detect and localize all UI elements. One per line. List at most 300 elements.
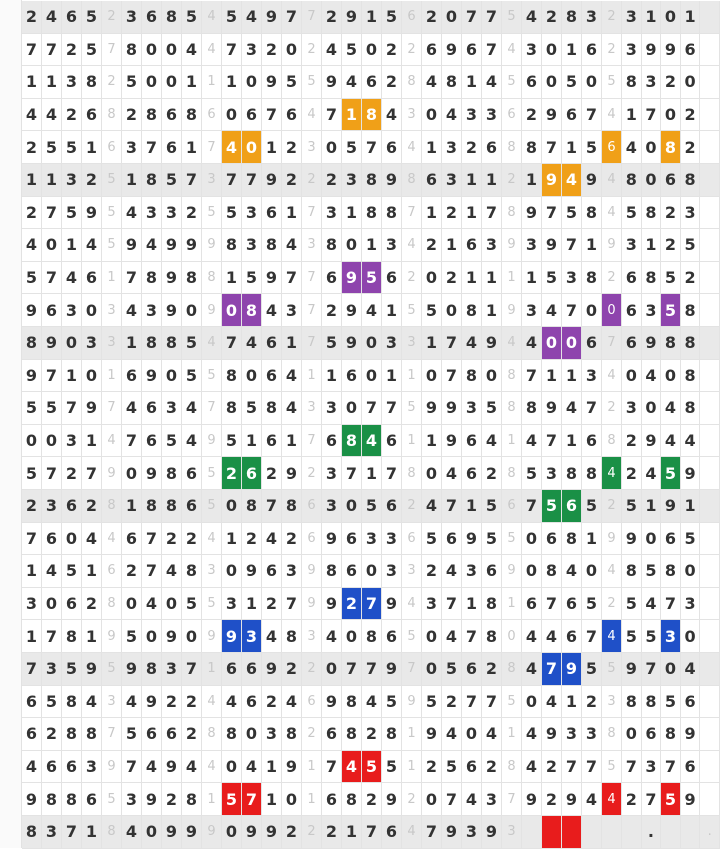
digit-cell: 5 [82,1,102,34]
digit-cell: 2 [482,653,502,686]
separator-digit: 8 [202,718,222,751]
separator-digit: 5 [202,457,222,490]
digit-cell: 4 [681,653,701,686]
digit-cell: 6 [462,653,482,686]
separator-digit: 3 [202,555,222,588]
digit-cell: 3 [322,490,342,523]
digit-cell: 0 [122,588,142,621]
digit-cell: 2 [542,751,562,784]
highlighted-digit-cell: 4 [222,131,242,164]
digit-cell: 7 [242,164,262,197]
digit-cell: 3 [82,751,102,784]
digit-cell: 3 [62,425,82,458]
digit-cell: 4 [282,686,302,719]
highlighted-digit-cell: 3 [661,620,681,653]
grid-row [22,653,720,686]
digit-cell: 6 [382,425,402,458]
separator-digit: 7 [102,392,122,425]
digit-cell: 6 [182,490,202,523]
digit-cell: 7 [62,392,82,425]
digit-cell: 7 [482,34,502,67]
digit-cell: 8 [242,490,262,523]
highlighted-digit-cell: 8 [362,99,382,132]
digit-cell: 4 [42,555,62,588]
digit-cell: 1 [282,197,302,230]
digit-cell: 5 [442,751,462,784]
digit-cell: 1 [642,229,662,262]
digit-cell: 4 [262,294,282,327]
digit-cell: 1 [681,1,701,34]
digit-cell: 7 [182,653,202,686]
digit-cell: 3 [462,816,482,849]
separator-digit: 1 [502,425,522,458]
highlighted-digit-cell: 6 [602,131,622,164]
separator-digit [700,1,720,34]
digit-cell: 5 [62,131,82,164]
separator-digit: 5 [402,620,422,653]
digit-cell: 8 [661,327,681,360]
digit-cell: 9 [142,783,162,816]
separator-digit [700,66,720,99]
digit-cell: 9 [162,751,182,784]
digit-cell: 6 [262,197,282,230]
grid-row [22,229,720,262]
digit-cell: 1 [282,425,302,458]
digit-cell: 8 [22,327,42,360]
digit-cell: 6 [242,653,262,686]
digit-cell: 6 [262,555,282,588]
separator-digit: 2 [602,1,622,34]
digit-cell: 2 [182,523,202,556]
grid-row [22,620,720,653]
digit-cell: 2 [362,783,382,816]
digit-cell: 5 [422,686,442,719]
digit-cell: 3 [162,197,182,230]
digit-cell: 4 [42,1,62,34]
digit-cell: 8 [62,718,82,751]
digit-cell: 6 [142,392,162,425]
separator-digit [700,490,720,523]
digit-cell: 6 [142,425,162,458]
digit-cell: 4 [442,99,462,132]
digit-cell: 9 [542,392,562,425]
digit-cell: 9 [122,229,142,262]
digit-cell: 1 [42,66,62,99]
digit-cell: 8 [222,718,242,751]
separator-digit: 9 [102,751,122,784]
digit-cell: 4 [522,327,542,360]
digit-cell: 6 [382,262,402,295]
digit-cell: 2 [462,131,482,164]
digit-cell: 9 [82,653,102,686]
separator-digit: 9 [502,229,522,262]
digit-cell: 6 [382,131,402,164]
digit-cell: 3 [442,164,462,197]
separator-digit: 7 [202,392,222,425]
separator-digit: 1 [102,360,122,393]
digit-cell: 7 [82,457,102,490]
digit-cell: 3 [681,197,701,230]
separator-digit: 3 [102,686,122,719]
digit-cell: 7 [542,131,562,164]
digit-cell: 9 [282,457,302,490]
digit-cell: 7 [542,197,562,230]
digit-cell: 1 [582,523,602,556]
separator-digit: 5 [202,490,222,523]
separator-digit: 3 [102,294,122,327]
separator-digit [700,197,720,230]
digit-cell: 6 [122,360,142,393]
digit-cell: 9 [82,392,102,425]
digit-cell: 3 [462,555,482,588]
digit-cell: 0 [142,34,162,67]
digit-cell: 2 [442,197,462,230]
digit-cell: 5 [622,197,642,230]
digit-cell: 8 [42,783,62,816]
digit-cell: 4 [242,1,262,34]
separator-digit: 9 [602,523,622,556]
digit-cell: 3 [522,34,542,67]
digit-cell: 5 [182,1,202,34]
digit-cell: 6 [342,360,362,393]
digit-cell: 8 [282,718,302,751]
grid-row [22,490,720,523]
digit-cell: 8 [562,1,582,34]
separator-digit: 2 [502,164,522,197]
highlighted-digit-cell: 5 [661,457,681,490]
highlighted-digit-cell: 0 [242,131,262,164]
digit-cell: 2 [422,555,442,588]
digit-cell: 7 [642,653,662,686]
digit-cell: 6 [582,425,602,458]
highlighted-digit-cell: 0 [602,294,622,327]
digit-cell: 0 [661,360,681,393]
digit-cell: 8 [142,99,162,132]
digit-cell: 0 [642,392,662,425]
digit-cell: 2 [162,783,182,816]
digit-cell: 1 [22,164,42,197]
separator-digit: 9 [202,620,222,653]
digit-cell: 7 [222,34,242,67]
digit-cell: 3 [622,1,642,34]
digit-cell: 4 [482,425,502,458]
separator-digit: 4 [402,816,422,849]
digit-cell: 2 [262,457,282,490]
digit-cell: 1 [262,751,282,784]
digit-cell: 2 [622,425,642,458]
digit-cell: 7 [42,262,62,295]
digit-cell: 4 [442,457,462,490]
digit-cell: 1 [222,262,242,295]
digit-cell: 2 [82,164,102,197]
digit-cell: 2 [382,66,402,99]
digit-cell: 8 [681,164,701,197]
separator-digit: 6 [102,555,122,588]
digit-cell: 6 [322,262,342,295]
digit-cell: 1 [422,327,442,360]
digit-cell: 7 [362,816,382,849]
digit-cell: 2 [22,490,42,523]
separator-digit: 4 [402,588,422,621]
highlighted-digit-cell: 2 [342,588,362,621]
digit-cell: 8 [582,457,602,490]
digit-cell: 1 [462,490,482,523]
digit-cell: 5 [62,555,82,588]
grid-row [22,1,720,34]
separator-digit: 5 [102,783,122,816]
digit-cell: 1 [462,588,482,621]
digit-cell: 1 [562,686,582,719]
digit-cell: 7 [582,392,602,425]
digit-cell: 7 [42,620,62,653]
digit-cell: 0 [582,555,602,588]
separator-digit: 6 [302,490,322,523]
separator-digit: 8 [502,131,522,164]
digit-cell: 4 [182,392,202,425]
digit-cell: 8 [162,490,182,523]
digit-cell: 1 [62,360,82,393]
digit-cell: 0 [362,360,382,393]
digit-cell: . [642,816,662,849]
digit-cell: 2 [182,686,202,719]
separator-digit: 6 [302,686,322,719]
digit-cell: 5 [322,327,342,360]
digit-cell: 1 [422,131,442,164]
digit-cell: 8 [162,327,182,360]
digit-cell: 8 [382,718,402,751]
separator-digit: 7 [302,327,322,360]
digit-cell: 3 [382,327,402,360]
digit-cell: 2 [322,1,342,34]
separator-digit: 1 [402,360,422,393]
digit-cell: 2 [282,816,302,849]
digit-cell: 8 [142,490,162,523]
digit-cell: 8 [681,360,701,393]
digit-cell: 3 [482,783,502,816]
separator-digit: 3 [502,816,522,849]
separator-digit: 9 [602,229,622,262]
digit-cell: 5 [22,457,42,490]
separator-digit [700,718,720,751]
digit-cell: 4 [242,327,262,360]
digit-cell: 3 [442,131,462,164]
digit-cell: 0 [182,294,202,327]
digit-cell: 6 [82,99,102,132]
digit-cell: 8 [622,686,642,719]
digit-cell: 9 [382,653,402,686]
digit-cell: 2 [62,34,82,67]
digit-cell: 4 [542,686,562,719]
separator-digit: 3 [302,620,322,653]
digit-cell: 8 [22,816,42,849]
separator-digit: 8 [502,392,522,425]
digit-cell: 5 [382,1,402,34]
separator-digit: 3 [302,131,322,164]
digit-cell: 1 [482,294,502,327]
digit-cell: 8 [482,588,502,621]
separator-digit: 3 [202,164,222,197]
grid-row [22,523,720,556]
highlighted-digit-cell: 4 [602,783,622,816]
digit-cell: 3 [242,34,262,67]
digit-cell: 1 [462,262,482,295]
separator-digit: 8 [402,66,422,99]
digit-cell: 9 [542,229,562,262]
digit-cell: 0 [422,99,442,132]
digit-cell: 0 [422,262,442,295]
digit-cell: 7 [542,588,562,621]
digit-cell [681,816,701,849]
digit-cell: 1 [422,197,442,230]
separator-digit: 4 [602,555,622,588]
digit-cell: 7 [382,457,402,490]
grid-row [22,457,720,490]
separator-digit: 5 [502,1,522,34]
separator-digit [700,620,720,653]
digit-cell: 7 [262,490,282,523]
digit-cell: 5 [62,653,82,686]
grid-row [22,425,720,458]
digit-cell: 3 [322,392,342,425]
digit-cell: 9 [661,34,681,67]
digit-cell: 2 [362,718,382,751]
digit-cell: 7 [322,751,342,784]
digit-cell: 7 [442,360,462,393]
separator-digit: 2 [602,262,622,295]
digit-cell: 8 [182,99,202,132]
digit-cell: 4 [522,653,542,686]
digit-cell: 9 [22,294,42,327]
highlighted-digit-cell: 0 [542,327,562,360]
digit-cell: 6 [562,99,582,132]
separator-digit: 8 [502,653,522,686]
digit-cell: 1 [242,588,262,621]
digit-cell: 8 [362,620,382,653]
digit-cell: 8 [282,620,302,653]
digit-cell: 2 [681,99,701,132]
digit-cell: 1 [282,327,302,360]
digit-cell: 5 [182,360,202,393]
separator-digit: 6 [502,490,522,523]
digit-cell: 0 [622,718,642,751]
digit-cell: 6 [462,34,482,67]
digit-cell: 3 [62,294,82,327]
digit-cell: 6 [522,588,542,621]
digit-cell: 1 [681,490,701,523]
digit-cell: 7 [122,751,142,784]
separator-digit [602,816,622,849]
digit-cell: 7 [442,588,462,621]
digit-cell: 6 [681,751,701,784]
digit-cell: 3 [622,229,642,262]
digit-cell: 9 [182,229,202,262]
grid-row [22,816,720,849]
digit-cell: 0 [342,490,362,523]
digit-cell: 4 [542,620,562,653]
digit-cell: 9 [322,523,342,556]
digit-cell: 3 [542,457,562,490]
separator-digit: 9 [102,620,122,653]
digit-cell: 7 [142,523,162,556]
digit-cell: 4 [222,686,242,719]
grid-row [22,294,720,327]
separator-digit: 7 [502,783,522,816]
digit-cell: 5 [42,131,62,164]
digit-cell: 5 [282,66,302,99]
highlighted-digit-cell: 5 [362,751,382,784]
digit-cell: 8 [442,66,462,99]
separator-digit: 9 [302,588,322,621]
separator-digit: 4 [202,523,222,556]
highlighted-digit-cell: 4 [362,425,382,458]
digit-cell: 7 [22,653,42,686]
digit-cell: 4 [262,620,282,653]
digit-cell: 7 [661,588,681,621]
digit-cell: 2 [661,197,681,230]
digit-cell: 5 [382,751,402,784]
separator-digit: 7 [402,653,422,686]
separator-digit: 9 [202,816,222,849]
separator-digit: 4 [402,229,422,262]
digit-cell: 7 [322,99,342,132]
digit-cell: 7 [282,1,302,34]
separator-digit: 9 [502,555,522,588]
digit-cell: 2 [482,751,502,784]
digit-cell: 8 [562,457,582,490]
digit-cell: 5 [162,164,182,197]
digit-cell: 9 [242,816,262,849]
digit-cell: 8 [522,131,542,164]
digit-cell: 1 [642,1,662,34]
digit-cell: 9 [442,425,462,458]
separator-digit: 1 [202,66,222,99]
digit-cell: 3 [62,66,82,99]
digit-cell: 1 [362,1,382,34]
separator-digit [700,555,720,588]
digit-cell: 9 [322,686,342,719]
digit-cell: 6 [681,686,701,719]
digit-cell: 7 [482,1,502,34]
digit-cell: 0 [642,523,662,556]
digit-cell: 4 [522,620,542,653]
digit-cell: 3 [482,229,502,262]
digit-cell: 3 [122,1,142,34]
digit-cell: 1 [82,425,102,458]
digit-cell: 6 [342,523,362,556]
digit-cell: 7 [282,588,302,621]
digit-cell: 1 [222,66,242,99]
digit-cell: 9 [522,783,542,816]
digit-cell: 0 [242,360,262,393]
digit-cell: 3 [262,718,282,751]
digit-cell: 9 [442,816,462,849]
separator-digit: 4 [602,360,622,393]
digit-cell: 1 [42,164,62,197]
separator-digit: 5 [502,686,522,719]
digit-cell: 3 [382,555,402,588]
digit-cell: 6 [162,718,182,751]
digit-cell: 0 [342,620,362,653]
digit-cell: 9 [262,262,282,295]
separator-digit: 8 [402,164,422,197]
separator-digit: 7 [302,425,322,458]
digit-cell: 4 [182,425,202,458]
digit-cell: 3 [622,34,642,67]
digit-cell: 2 [282,523,302,556]
separator-digit: 4 [202,34,222,67]
separator-digit: 8 [502,751,522,784]
highlighted-digit-cell: 9 [222,620,242,653]
